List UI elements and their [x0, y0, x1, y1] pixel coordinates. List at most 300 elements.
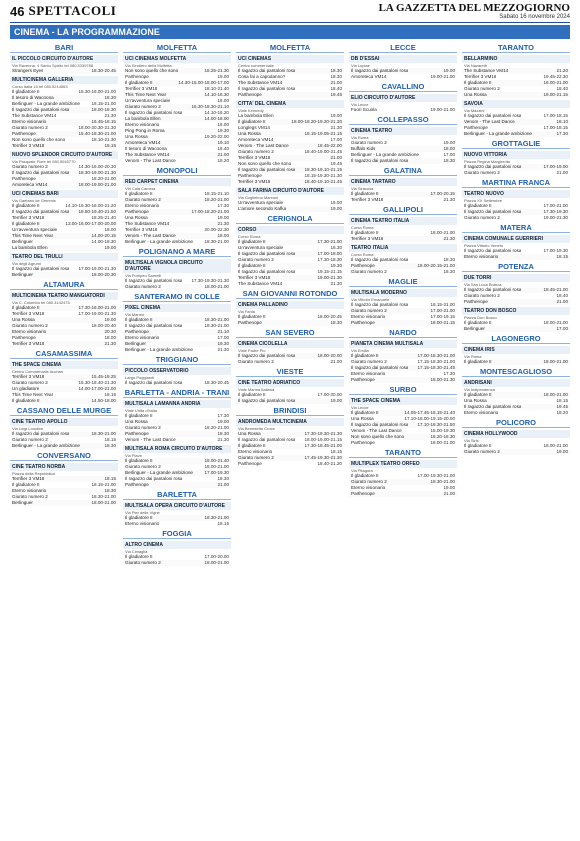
- city-heading: MAGLIE: [349, 277, 457, 287]
- cinema-address: Centro commerciale: [238, 63, 274, 68]
- cinema-address: Via Marmo: [125, 312, 145, 317]
- film-title: Venom - The Last Dance: [464, 119, 515, 124]
- film-title: Il gladiatore II: [351, 410, 379, 415]
- showtimes: 19.00: [217, 215, 229, 220]
- showtimes: 18.30: [217, 431, 229, 436]
- showtimes: 18.00-19.00-21.15: [304, 437, 342, 442]
- film-title: Una Rossa: [125, 134, 148, 139]
- film-title: Parthenope: [238, 461, 262, 466]
- showtimes: 14.00-20.15: [91, 233, 116, 238]
- showtimes: 18.00: [104, 227, 116, 232]
- film-title: Amoreteca VM14: [12, 182, 48, 187]
- film-title: Il ragazzo dai pantaloni rosa: [351, 257, 409, 262]
- film-title: Il gladiatore II: [12, 305, 40, 310]
- film-row: [123, 437, 231, 443]
- showtimes: 18.30-20.45: [91, 68, 116, 73]
- film-title: Parthenope: [464, 299, 488, 304]
- cinema-name: THE SPACE CINEMA: [349, 397, 457, 405]
- cinema-name: CINEMA PALLADINO: [236, 301, 344, 309]
- film-row: [123, 347, 231, 353]
- listing-column: [10, 41, 118, 841]
- film-row: [236, 281, 344, 287]
- showtimes: 18.25-21.40: [91, 215, 116, 220]
- film-title: This Time Next Year: [12, 233, 54, 238]
- showtimes: 21.00: [556, 299, 568, 304]
- cinema-name: UCI CINEMAS: [236, 55, 344, 63]
- cinema-address: Piazza Regina Margherita: [464, 159, 511, 164]
- cinema-address: Corso Roma: [351, 225, 374, 230]
- cinema-address: Corso Italia 15 tel 080.5214563: [12, 84, 68, 89]
- cinema-name: NUOVO SPLENDOR CIRCUITO D'AUTORE: [10, 151, 118, 159]
- film-title: Giurato numero 2: [351, 359, 387, 364]
- film-row: [462, 170, 570, 176]
- film-title: Eterno visionario: [125, 203, 160, 208]
- showtimes: 17.30-19.30-21.30: [304, 431, 342, 436]
- cinema-name: RED CARPET CINEMA: [123, 178, 231, 186]
- film-title: Venom - The Last Dance: [125, 437, 176, 442]
- film-title: Eterno visionario: [351, 371, 386, 376]
- cinema-name: MULTISALA OPERA CIRCUITO D'AUTORE: [123, 502, 231, 510]
- film-title: Il gladiatore II: [238, 314, 266, 319]
- film-row: [10, 143, 118, 149]
- film-title: Una Rossa: [12, 317, 35, 322]
- film-title: Giurato numero 2: [125, 104, 161, 109]
- listing-column: [236, 41, 344, 841]
- film-title: Giurato numero 2: [238, 455, 274, 460]
- city-heading: BRINDISI: [236, 406, 344, 416]
- film-title: Il gladiatore II: [464, 80, 492, 85]
- cinema-name: TEATRO NUOVO: [462, 190, 570, 198]
- listing-column: [349, 41, 457, 841]
- showtimes: 17.00-20.15: [430, 191, 455, 196]
- film-title: Parthenope: [12, 131, 36, 136]
- cinema-name: IL PICCOLO CIRCUITO D'AUTORE: [10, 55, 118, 63]
- showtimes: 16.00: [217, 122, 229, 127]
- film-title: Il ragazzo dai pantaloni rosa: [238, 167, 296, 172]
- film-title: Il gladiatore II: [125, 554, 153, 559]
- cinema-name: CINEMA COMUNALE GUERRIERI: [462, 235, 570, 243]
- city-heading: GALATINA: [349, 166, 457, 176]
- showtimes: 16.00: [330, 200, 342, 205]
- film-title: Ping Pong in Roma: [125, 128, 165, 133]
- page-number: 46: [10, 3, 25, 19]
- showtimes: 18.30: [330, 74, 342, 79]
- cinema-name: ELIO CIRCUITO D'AUTORE: [349, 94, 457, 102]
- city-heading: CONVERSANO: [10, 451, 118, 461]
- film-title: Giurato numero 2: [464, 215, 500, 220]
- film-title: Il gladiatore II: [238, 239, 266, 244]
- showtimes: 19.45: [330, 92, 342, 97]
- newspaper-name: LA GAZZETTA DEL MEZZOGIORNO: [378, 2, 570, 14]
- film-title: Il gladiatore II: [125, 317, 153, 322]
- film-title: Giurato numero 2: [12, 380, 48, 385]
- film-title: Il ragazzo dai pantaloni rosa: [238, 398, 296, 403]
- showtimes: 15.00-19.30: [430, 428, 455, 433]
- showtimes: 18.15: [330, 449, 342, 454]
- film-title: Il gladiatore II: [125, 80, 153, 85]
- showtimes: 21.00: [330, 359, 342, 364]
- showtimes: 18.00-21.00: [543, 359, 568, 364]
- film-title: Parthenope: [125, 209, 149, 214]
- city-heading: POLIGNANO A MARE: [123, 247, 231, 257]
- showtimes: 17.00-19.30-21.00: [417, 473, 455, 478]
- city-heading: LAGONEGRO: [462, 334, 570, 344]
- film-title: Parthenope: [12, 176, 36, 181]
- film-row: [462, 254, 570, 260]
- film-row: [123, 239, 231, 245]
- showtimes: 18.20-21.00: [204, 425, 229, 430]
- showtimes: 21.30: [330, 281, 342, 286]
- showtimes: 18.00-21.00: [543, 392, 568, 397]
- listing-column: [462, 41, 570, 841]
- showtimes: 19.10: [217, 140, 229, 145]
- city-heading: CASSANO DELLE MURGE: [10, 406, 118, 416]
- showtimes: 15.45-19.25: [91, 374, 116, 379]
- film-title: Il gladiatore II: [12, 398, 40, 403]
- showtimes: 18.20-21.00: [204, 197, 229, 202]
- showtimes: 14.00-17.00-21.00: [78, 386, 116, 391]
- film-title: The Substance VM14: [125, 152, 170, 157]
- showtimes: 19.20-22.00: [204, 134, 229, 139]
- film-title: Giurato numero 2: [351, 140, 387, 145]
- cinema-address: Via Lecce: [351, 405, 369, 410]
- film-title: Giurato numero 2: [12, 125, 48, 130]
- showtimes: 18.15-19.30-21.30: [304, 173, 342, 178]
- film-title: Giurato numero 2: [12, 164, 48, 169]
- film-title: Il gladiatore II: [125, 413, 153, 418]
- cinema-name: UCI CINEMAS BARI: [10, 190, 118, 198]
- cinema-address: Via Vittorio Emanuele: [351, 297, 390, 302]
- film-title: Il gladiatore II: [12, 203, 40, 208]
- cinema-name: CINE TEATRO NORBA: [10, 463, 118, 471]
- film-title: Terrifier 3 VM18: [238, 275, 271, 280]
- showtimes: 19.45: [330, 161, 342, 166]
- header-right: [379, 2, 570, 20]
- film-title: Giurato numero 2: [125, 425, 161, 430]
- film-title: Eterno visionario: [464, 410, 499, 415]
- film-title: Il ragazzo dai pantaloni rosa: [351, 158, 409, 163]
- cinema-name: TEATRO DEL TRULLI: [10, 253, 118, 261]
- film-title: Il ragazzo dai pantaloni rosa: [464, 164, 522, 169]
- showtimes: 19.00-21.15: [543, 92, 568, 97]
- film-title: Parthenope: [238, 92, 262, 97]
- film-title: Giurato numero 2: [125, 464, 161, 469]
- film-title: Parthenope: [464, 125, 488, 130]
- issue-date: Sabato 16 novembre 2024: [499, 14, 570, 20]
- showtimes: 18.30: [443, 158, 455, 163]
- cinema-name: ANDROMEDA MULTICINEMA: [236, 418, 344, 426]
- showtimes: 14.00-18.00: [204, 116, 229, 121]
- film-title: Il ragazzo dai pantaloni rosa: [238, 68, 296, 73]
- showtimes: 14.05-17.45-18.15-21.40: [404, 410, 455, 415]
- film-title: La bambola Ellen: [238, 113, 274, 118]
- showtimes: 14.10-16.20: [204, 110, 229, 115]
- film-title: Il ragazzo dai pantaloni rosa: [238, 437, 296, 442]
- film-title: Berlinguer - La grande ambizione: [12, 443, 80, 448]
- cinema-address: Via C. Colombo tel 080.3142475: [12, 300, 70, 305]
- film-title: Un'avventura speciale: [238, 200, 284, 205]
- showtimes: 18.00-20.30: [91, 272, 116, 277]
- film-title: Il ragazzo dai pantaloni rosa: [351, 422, 409, 427]
- showtimes: 18.30-21.00: [430, 479, 455, 484]
- film-title: Giurato numero 2: [351, 269, 387, 274]
- film-title: Parthenope: [351, 377, 375, 382]
- cinema-address: Via Pier delle Vigne: [125, 510, 160, 515]
- film-row: [123, 284, 231, 290]
- film-title: Cosa fai a capodanno?: [238, 74, 286, 79]
- showtimes: 17.30: [443, 371, 455, 376]
- cinema-address: Via Nazareth: [464, 63, 488, 68]
- film-title: Giurato numero 2: [464, 170, 500, 175]
- film-row: [10, 272, 118, 278]
- city-heading: TARANTO: [462, 43, 570, 53]
- showtimes: 19.00: [330, 113, 342, 118]
- showtimes: 18.20: [217, 158, 229, 163]
- film-title: Giurato numero 2: [125, 197, 161, 202]
- showtimes: 19.00: [330, 206, 342, 211]
- cinema-name: NUOVO VITTORIA: [462, 151, 570, 159]
- showtimes: 18.30: [330, 68, 342, 73]
- showtimes: 17.00-18.00: [317, 251, 342, 256]
- programming-banner: CINEMA - LA PROGRAMMAZIONE: [10, 25, 570, 39]
- film-row: [349, 107, 457, 113]
- showtimes: 18.00-18.30: [91, 107, 116, 112]
- film-title: Un gladiatore: [12, 386, 40, 391]
- showtimes: 19.00: [443, 485, 455, 490]
- city-heading: SURBO: [349, 385, 457, 395]
- film-title: La bambola Ellen: [12, 245, 48, 250]
- cinema-name: SAVOIA: [462, 100, 570, 108]
- showtimes: 18.30-21.00: [204, 323, 229, 328]
- showtimes: 14.50-18.00: [91, 398, 116, 403]
- film-title: Una Rossa: [125, 419, 148, 424]
- film-title: Una Rossa: [238, 431, 261, 436]
- film-title: Eterno visionario: [351, 314, 386, 319]
- city-heading: CASAMASSIMA: [10, 349, 118, 359]
- film-row: [10, 500, 118, 506]
- showtimes: 17.00-20.00: [317, 392, 342, 397]
- film-row: [349, 236, 457, 242]
- showtimes: 18.30-21.00: [204, 515, 229, 520]
- showtimes: 19.15-21.15: [317, 269, 342, 274]
- film-title: Il gladiatore II: [464, 359, 492, 364]
- film-row: [123, 158, 231, 164]
- showtimes: 18.15: [104, 437, 116, 442]
- showtimes: 18.00-21.00: [430, 440, 455, 445]
- film-title: Berlinguer - La grande ambizione: [464, 131, 532, 136]
- cinema-name: CORSO: [236, 226, 344, 234]
- film-title: Eterno visionario: [12, 119, 47, 124]
- showtimes: 18.00-21.30: [430, 377, 455, 382]
- cinema-address: Via Pompeo Sarnelli: [125, 273, 162, 278]
- film-row: [349, 197, 457, 203]
- film-title: Giurato numero 2: [125, 284, 161, 289]
- film-row: [462, 131, 570, 137]
- showtimes: 16.40: [217, 146, 229, 151]
- showtimes: 18.00-21.40: [204, 458, 229, 463]
- film-title: Venom - The Last Dance: [125, 158, 176, 163]
- film-row: [349, 440, 457, 446]
- showtimes: 18.15-21.00: [430, 302, 455, 307]
- showtimes: 17.00: [556, 326, 568, 331]
- showtimes: 17.00-19.30: [204, 470, 229, 475]
- showtimes: 18.15: [104, 143, 116, 148]
- cinema-name: SALA FARINA CIRCUITO D'AUTORE: [236, 187, 344, 195]
- film-title: Eterno visionario: [125, 335, 160, 340]
- cinema-address: Via Luigi Loiodice: [12, 426, 44, 431]
- film-title: Berlinguer - La grande ambizione: [12, 101, 80, 106]
- film-title: Il tesoro di Wacoona: [125, 146, 167, 151]
- showtimes: 18.30: [104, 488, 116, 493]
- showtimes: 18.15: [104, 476, 116, 481]
- film-title: Parthenope: [351, 491, 375, 496]
- showtimes: 19.00: [104, 317, 116, 322]
- cinema-name: TEATRO DON BOSCO: [462, 307, 570, 315]
- film-title: The Substance VM14: [125, 221, 170, 226]
- film-title: Una Rossa: [464, 398, 487, 403]
- showtimes: 21.00: [330, 80, 342, 85]
- showtimes: 18.15: [556, 398, 568, 403]
- film-title: Una Rossa: [464, 92, 487, 97]
- film-title: Il ragazzo dai pantaloni rosa: [125, 278, 183, 283]
- film-title: Parthenope: [12, 335, 36, 340]
- film-title: Il ragazzo dai pantaloni rosa: [351, 302, 409, 307]
- film-row: [236, 398, 344, 404]
- cinema-address: Largo Poggiaroli: [125, 375, 155, 380]
- city-heading: ALTAMURA: [10, 280, 118, 290]
- showtimes: 19.00-21.30: [317, 275, 342, 280]
- showtimes: 14.10-16.30-18.00-21.20: [65, 203, 116, 208]
- cinema-address: Corso Roma: [238, 234, 261, 239]
- film-row: [349, 491, 457, 497]
- showtimes: 18.00-21.00: [204, 560, 229, 565]
- film-title: Terrifier 3 VM18: [464, 74, 497, 79]
- film-row: [236, 92, 344, 98]
- film-row: [462, 359, 570, 365]
- showtimes: 19.30: [330, 263, 342, 268]
- showtimes: 18.10: [556, 119, 568, 124]
- showtimes: 18.30: [217, 476, 229, 481]
- film-title: Buffalo Kids: [351, 146, 376, 151]
- showtimes: 18.30: [443, 269, 455, 274]
- listing-columns: [10, 41, 570, 841]
- listing-column: [123, 41, 231, 841]
- showtimes: 16.20-18.30: [430, 434, 455, 439]
- film-title: Parthenope: [238, 320, 262, 325]
- film-title: Amoreteca VM14: [351, 74, 387, 79]
- film-title: Il ragazzo dai pantaloni rosa: [464, 209, 522, 214]
- showtimes: 18.30-21.00: [204, 239, 229, 244]
- film-title: Il ragazzo dai pantaloni rosa: [351, 365, 409, 370]
- film-title: Il gladiatore II: [125, 515, 153, 520]
- showtimes: 18.00-21.00: [543, 443, 568, 448]
- film-title: Berlinguer - La grande ambizione: [351, 152, 419, 157]
- cinema-address: Via Ravenna, 4 Santo Spirito tel 080.5339788: [12, 63, 94, 68]
- cinema-address: Viale Unita d'Italia: [125, 408, 157, 413]
- city-heading: TRIGGIANO: [123, 355, 231, 365]
- showtimes: 18.00-21.15: [430, 320, 455, 325]
- cinema-name: MULTISALA MODERNO: [349, 289, 457, 297]
- showtimes: 19.00: [556, 449, 568, 454]
- showtimes: 21.10: [217, 329, 229, 334]
- film-title: Giurato numero 2: [238, 359, 274, 364]
- showtimes: 13.00-16.00-17.00-20.00: [65, 221, 116, 226]
- film-title: The Substance VM14: [464, 68, 509, 73]
- showtimes: 17.00-21.00: [430, 308, 455, 313]
- showtimes: 18.30: [330, 245, 342, 250]
- showtimes: 18.10-21.30: [91, 137, 116, 142]
- cinema-name: PIANETA CINEMA MULTISALA: [349, 340, 457, 348]
- cinema-address: Via Benedetto Croce: [238, 426, 275, 431]
- showtimes: 18.00: [443, 146, 455, 151]
- film-row: [236, 179, 344, 185]
- film-title: Giurato numero 2: [12, 437, 48, 442]
- film-row: [123, 482, 231, 488]
- film-row: [462, 92, 570, 98]
- showtimes: 18.30-19.10-21.15: [304, 167, 342, 172]
- showtimes: 18.15-19.05-21.15: [304, 131, 342, 136]
- film-title: Amoreteca VM14: [238, 137, 274, 142]
- showtimes: 18.45-22.00: [317, 143, 342, 148]
- showtimes: 21.30: [217, 221, 229, 226]
- film-title: Parthenope: [125, 329, 149, 334]
- city-heading: LECCE: [349, 43, 457, 53]
- showtimes: 18.00-21.00: [543, 320, 568, 325]
- cinema-name: CINE TEATRO APOLLO: [10, 418, 118, 426]
- showtimes: 18.00-21.00: [430, 230, 455, 235]
- section-title: SPETTACOLI: [28, 3, 117, 18]
- cinema-name: ANDRISANI: [462, 379, 570, 387]
- city-heading: GALLIPOLI: [349, 205, 457, 215]
- showtimes: 16.30-18.30-21.10: [191, 104, 229, 109]
- film-title: Berlinguer: [12, 500, 33, 505]
- film-row: [10, 182, 118, 188]
- showtimes: 17.00-18.15: [543, 113, 568, 118]
- showtimes: 21.00: [217, 482, 229, 487]
- film-title: Il ragazzo dai pantaloni rosa: [125, 323, 183, 328]
- film-title: Eterno visionario: [351, 485, 386, 490]
- film-title: Parthenope: [125, 74, 149, 79]
- film-title: Giurato numero 2: [12, 323, 48, 328]
- film-row: [10, 341, 118, 347]
- film-title: Berlinguer: [464, 326, 485, 331]
- film-title: Giurato numero 2: [12, 494, 48, 499]
- showtimes: 18.15-21.00: [91, 101, 116, 106]
- cinema-address: Via Cimaglia: [125, 549, 148, 554]
- showtimes: 18.00-20.15-21.00: [417, 263, 455, 268]
- film-title: Il ragazzo dai pantaloni rosa: [125, 380, 183, 385]
- film-title: Berlinguer: [12, 272, 33, 277]
- film-title: Amoreteca VM14: [125, 140, 161, 145]
- film-title: Un'avventura speciale: [238, 245, 284, 250]
- film-title: The Substance VM14: [238, 80, 283, 85]
- showtimes: 17.30: [217, 203, 229, 208]
- city-heading: BARLETTA: [123, 490, 231, 500]
- showtimes: 21.30: [443, 197, 455, 202]
- showtimes: 17.00-18.15: [543, 125, 568, 130]
- cinema-name: CINEMA TEATRO: [349, 127, 457, 135]
- film-title: Il gladiatore II: [464, 320, 492, 325]
- film-title: Eterno visionario: [238, 449, 273, 454]
- city-heading: NARDO: [349, 328, 457, 338]
- showtimes: 17.00-19.00-21.30: [78, 266, 116, 271]
- showtimes: 18.15: [104, 392, 116, 397]
- city-heading: CAVALLINO: [349, 82, 457, 92]
- film-title: Il gladiatore II: [125, 191, 153, 196]
- cinema-address: Via Siris: [464, 438, 479, 443]
- film-title: Non sono quello che sono: [125, 68, 179, 73]
- film-title: Un'avventura speciale: [125, 98, 171, 103]
